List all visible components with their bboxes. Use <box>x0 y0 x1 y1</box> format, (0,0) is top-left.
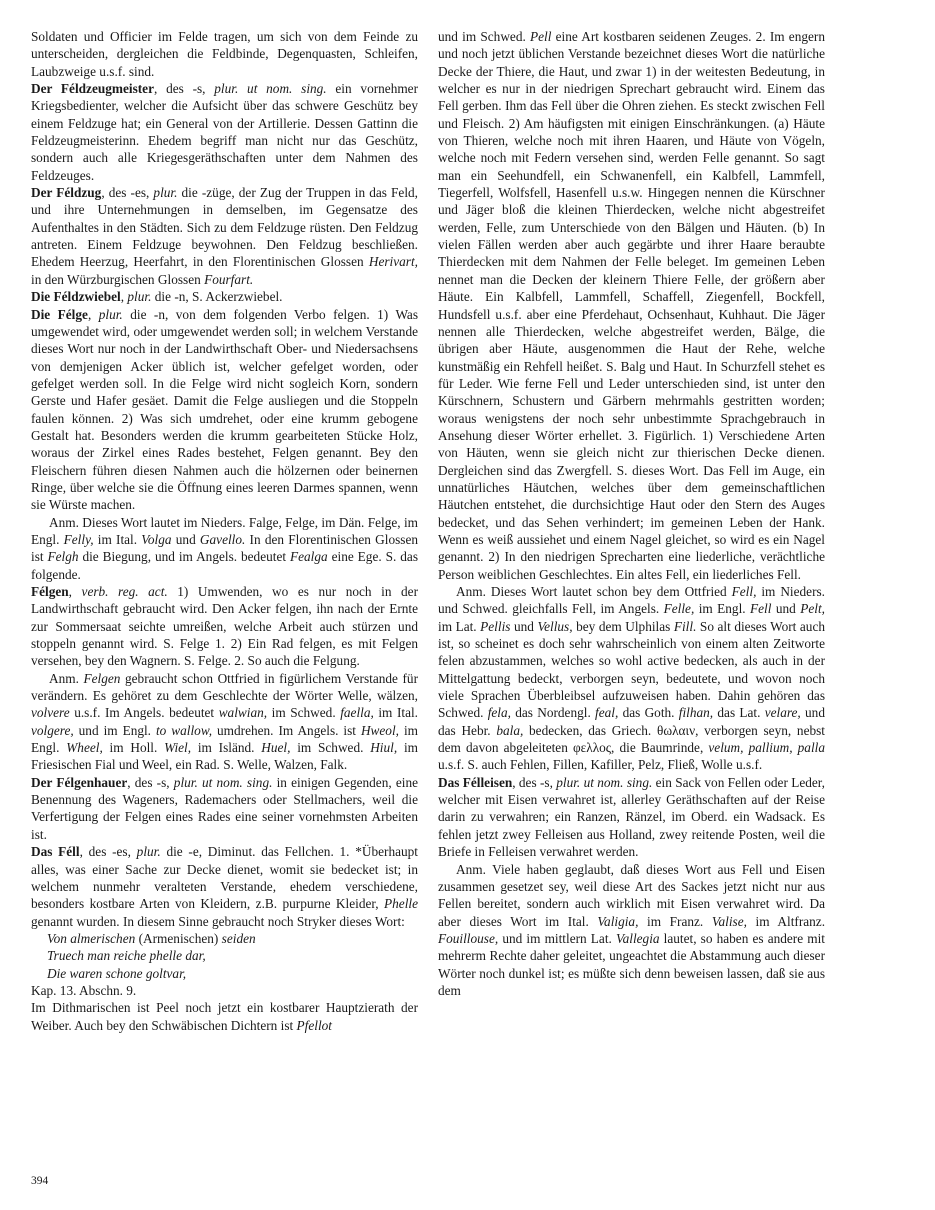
headword: Das Féll <box>31 844 80 860</box>
verse-line: Truech man reiche phelle dar, <box>47 948 206 964</box>
annotation-felgen: Anm. Felgen gebraucht schon Ottfried in figürlichem Verstande für verändern. Es gehöret zu dem Geschlechte der Wörter Welle, wälzen, volvere u.s.f. Im Angels. bedeutet walwian, im Schwed. faella, im Ital. volgere, und im Engl. to wallow, umdrehen. Im Angels. ist Hweol, im Engl. Wheel, im Holl. Wiel, im Isländ. Huel, im Schwed. Hiul, im Friesischen Fial und Weel, ein Rad. S. Welle, Walzen, Falk. <box>31 670 419 773</box>
headword: Der Féldzeugmeister <box>31 81 154 97</box>
annotation-fell: Anm. Dieses Wort lautet schon bey dem Ottfried Fell, im Nieders. und Schwed. gleichfalls Fell, im Angels. Felle, im Engl. Fell und Pelt, im Lat. Pellis und Vellus, bey dem Ulphilas Fill. So alt dieses Wort auch ist, so scheinet es doch sehr wahrscheinlich von einem alten Zeitworte felen abzustammen, welches so wohl active bedecken, als auch in der Mittelgattung bedeckt, verborgen seyn, bedeutete, und wovon noch viele Sprachen Überbleibsel aufzuweisen haben. Dahin gehören das Schwed. fela, das Nordengl. feal, das Goth. filhan, das Lat. velare, und das Hebr. bala, bedecken, das Griech. θωλαιν, verborgen seyn, nebst dem davon abgeleiteten φελλος, die Baumrinde, velum, pallium, palla u.s.f. S. auch Fehlen, Fillen, Kafiller, Pelz, Fließ, Wolle u.s.f. <box>438 584 826 773</box>
citation-reference: Kap. 13. Abschn. 9. <box>31 982 137 998</box>
left-column <box>31 28 418 1034</box>
entry-felgenhauer: Der Félgenhauer, des -s, plur. ut nom. sing. in einigen Gegenden, eine Benennung des Wageners, Rademachers oder Stellmachers, weil die Verfertigung der Felgen eines Rades eine seiner vornehmsten Arbeiten ist. <box>31 774 419 842</box>
grammar-note: verb. reg. act. <box>81 584 168 599</box>
headword: Félgen <box>31 584 69 599</box>
annotation-felleisen: Anm. Viele haben geglaubt, daß dieses Wort aus Fell und Eisen zusammen gesetzet sey, weil diese Art des Sackes jetzt nicht nur aus Fellen bereitet, sondern auch wirklich mit Eisen verwahret wird. Da aber dieses Wort im Ital. Valigia, im Franz. Valise, im Altfranz. Fouillouse, und im mittlern Lat. Vallegia lautet, so haben es andere mit mehrerm Rechte daher geleitet, ungeachtet die Abstammung auch dieser Wörter noch dunkel ist; es müßte sich denn beweisen lassen, daß sie aus dem <box>438 861 826 998</box>
headword: Der Féldzug <box>31 185 102 201</box>
grammar-note: plur. ut nom. sing. <box>556 774 653 790</box>
paragraph-continued: Im Dithmarischen ist Peel noch jetzt ein kostbarer Hauptzierath der Weiber. Auch bey den Schwäbischen Dichtern ist Pfellot <box>31 1000 418 1033</box>
entry-fell: Das Féll, des -es, plur. die -e, Diminut. das Fellchen. 1. *Überhaupt alles, was einer Sache zur Decke dienet, womit sie bedecket ist; in welchem nunmehr veralteten Verstande, ehedem verschiedene, besonders kostbare Arten von Kleidern, z.B. purpurne Kleider, Phelle genannt wurden. In diesem Sinne gebraucht noch Stryker dieses Wort: <box>31 844 418 929</box>
entry-feldzug: Der Féldzug, des -es, plur. die -züge, der Zug der Truppen in das Feld, und ihre Unternehmungen in demselben, im Gegensatze des Aufenthaltes in den Städten. Sich zu dem Feldzuge rüsten. Den Feldzug antreten. Einem Feldzuge beywohnen. Den Feldzug beschließen. Ehedem Heerzug, Heerfahrt, in den Florentinischen Glossen Herivart, in den Würzburgischen Glossen Fourfart. <box>31 185 418 287</box>
paragraph-continuation: Soldaten und Officier im Felde tragen, um sich von dem Feinde zu unterscheiden, dergleichen die Feldbinde, Degenquasten, Schleifen, Laubzweige u.s.f. sind. <box>31 29 418 79</box>
headword: Der Félgenhauer <box>31 774 128 790</box>
verse-line: Von almerischen (Armenischen) seiden <box>47 930 256 946</box>
entry-feldzwiebel: Die Féldzwiebel, plur. die -n, S. Ackerzwiebel. <box>31 289 283 305</box>
entry-feldzeugmeister: Der Féldzeugmeister, des -s, plur. ut nom. sing. ein vornehmer Kriegsbedienter, welcher die Aufsicht über das schwere Geschütz bey einem Feldzuge hat; ein General von der Artillerie. Dessen Gattinn die Feldzeugmeisterinn. Ehedem begriff man nicht nur das Geschütz, sondern auch alle Kriegesgeräthschaften unter dem Nahmen des Feldzeuges. <box>31 81 419 183</box>
entry-felge: Die Félge, plur. die -n, von dem folgenden Verbo felgen. 1) Was umgewendet wird, oder umgewendet werden soll; in welchem Verstande dieses Wort nur noch in der Landwirthschaft Ober- und Niedersachsens von demjenigen Acker üblich ist, welcher gefelget worden, oder gefelget werden soll. In die Felge wird nicht sogleich Korn, sondern Gerste und Hafer gesäet. Damit die Felge ausliegen und die Stoppeln faulen können. 2) Was sich umdrehet, oder eine krumm gebogene Gestalt hat. Besonders werden die krumm gearbeiteten Stücke Holz, woraus der Zirkel eines Rades bestehet, Felgen genannt. Bey den Fleischern führen diesen Nahmen auch die hölzernen oder beinernen Ringe, über welche sie die Öffnung eines leeren Darmes spannen, wenn sie Würste machen. <box>31 306 419 513</box>
grammar-note: plur. ut nom. sing. <box>173 774 273 790</box>
entry-felgen: Félgen, verb. reg. act. 1) Umwenden, wo es nur noch in der Landwirthschaft gebraucht wird. Den Acker felgen, ihn nach der Ernte zur Sommersaat seichte umreißen, welche Arbeit auch stürzen und stoppeln genannt wird. S. Felge 1. 2) Ein Rad felgen, es mit Felgen versehen, bey den Wagnern. S. Felge. 2. So auch die Felgung. <box>31 584 418 669</box>
grammar-note: plur. <box>153 185 178 201</box>
headword: Das Félleisen <box>438 774 513 790</box>
right-column <box>438 28 825 999</box>
headword: Die Félge <box>31 306 88 322</box>
grammar-note: plur. ut nom. sing. <box>214 81 327 97</box>
verse-line: Die waren schone goltvar, <box>47 965 187 981</box>
entry-felleisen: Das Félleisen, des -s, plur. ut nom. sing. ein Sack von Fellen oder Leder, welcher mit Eisen verwahret ist, allerley Geräthschaften auf der Reise darin zu verwahren; ein Ranzen, Ränzel, im Oberd. ein Wadsack. Es fehlen jetzt zwey Felleisen aus Holland, zwey reitende Posten, weil die Briefe in Felleisen verwahret werden. <box>438 774 826 860</box>
grammar-note: plur. <box>98 306 123 322</box>
page-number: 394 <box>31 1175 49 1187</box>
grammar-note: plur. <box>127 289 152 305</box>
headword: Die Féldzwiebel <box>31 289 121 305</box>
paragraph-continuation: und im Schwed. Pell eine Art kostbaren seidenen Zeuges. 2. Im engern und noch jetzt üblichen Verstande bezeichnet dieses Wort die natürliche Decke der Thiere, die Haut, und zwar 1) in der weitesten Bedeutung, in welcher es nur in der niedrigen Sprechart gebraucht wird. Einem das Fell gerben. Ihm das Fell über die Ohren ziehen. Es steckt zwischen Fell und Fleisch. 2) Am häufigsten mit einigen Einschränkungen. (a) Häute von Thieren, welche noch mit ihren Haaren, und Häute von Vögeln, welche noch mit Federn versehen sind, werden Felle genannt. So sagt man ein Seehundfell, ein Schwanenfell, ein Kalbfell, Lammfell, Tiegerfell, Wolfsfell, Hasenfell u.s.w. Hingegen nennen die Kürschner und Jäger bloß die kleinen Thierdecken, welche nicht abgestreifet werden, Felle, zum Unterschiede von den Bälgen und Häuten. (b) In vielen Fällen werden aber auch gegärbte und ihrer Haare beraubte Thierdecken mit dem Nahmen der Felle beleget. Im gemeinen Leben nennet man die Decken der kleinern Thiere Felle, der größern aber Häute. Ein Kalbfell, Lammfell, Schaffell, Ziegenfell, Bockfell, Hundsfell u.s.f. aber eine Pferdehaut, Ochsenhaut, Kuhhaut. Die Jäger nennen alle Thierdecken, welche abgestreifet werden, Bälge, die übrigen aber Häute, ausgenommen die Haut der Rehe, welche kunstmäßig ein Rehfell heißet. S. Balg und Haut. In Schurzfell stehet es für Leder. Wie ferne Fell und Leder unterschieden sind, ist unter den Kürschnern, Schustern und Gärbern mehrmahls gestritten worden; woraus wenigstens der noch sehr unbestimmte Sprachgebrauch in Ansehung dieser Wörter erhellet. 3. Figürlich. 1) Verschiedene Arten von Häuten, wenn sie gleich nicht zur thierischen Decke dienen. Dergleichen sind das Zwergfell. S. dieses Wort. Das Fell im Auge, ein unnatürliches Häutchen, welches über dem gemeinschaftlichen Häutchen entstehet, die durchsichtige Haut oder den Stern des Auges bedecket, und das Sehen verhindert; im gemeinen Leben der Hank. Wenn es weiß aussiehet und einem Nagel gleichet, so wird es ein Nagel genannt. 2) In den niedrigen Sprecharten eine liederliche, verächtliche Person weiblichen Geschlechtes. Ein altes Fell, ein liederliches Fell. <box>438 29 825 582</box>
grammar-note: plur. <box>136 844 161 860</box>
annotation-felge: Anm. Dieses Wort lautet im Nieders. Falge, Felge, im Dän. Felge, im Engl. Felly, im Ital. Volga und Gavello. In den Florentinischen Glossen ist Felgh die Biegung, und im Angels. bedeutet Fealga eine Ege. S. das folgende. <box>31 514 419 582</box>
